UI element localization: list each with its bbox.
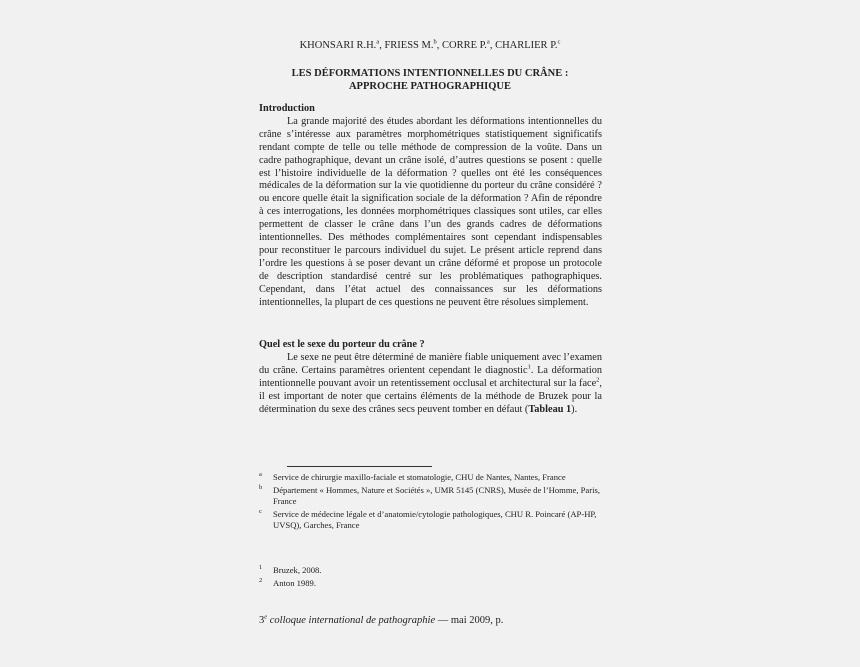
section-sex	[259, 339, 602, 416]
author-sup: c	[557, 38, 561, 46]
author-corre: , CORRE P.	[436, 40, 487, 51]
text: Le sexe ne peut être déterminé de manière fiable uniquement avec l’examen du crâne. Certains paramètres orientent cependant le diagnostic	[259, 351, 602, 376]
text: . La déformation intentionnelle pouvant avoir un retentissement occlusal et architectural sur la face	[259, 364, 603, 389]
note-text: Anton 1989.	[273, 578, 316, 588]
paper-title	[0, 67, 860, 93]
note-text: Service de médecine légale et d’anatomie/cytologie pathologiques, CHU R. Poincaré (AP-HP, UVSQ), Garches, France	[273, 509, 597, 530]
table-reference: Tableau 1	[528, 403, 572, 415]
paragraph	[259, 352, 602, 417]
section-introduction	[259, 103, 602, 310]
affiliation-note	[259, 485, 602, 507]
author-sup: b	[433, 38, 437, 46]
note-mark: c	[259, 508, 262, 515]
footnote-ref[interactable]: 2	[596, 376, 600, 384]
note-mark: b	[259, 484, 263, 491]
footer-sup: e	[264, 613, 268, 621]
note-text: Bruzek, 2008.	[273, 565, 322, 575]
author-line	[0, 40, 860, 51]
note-mark: 2	[259, 577, 263, 584]
text: , il est important de noter que certains éléments de la méthode de Bruzek pour la détermination du sexe des crânes secs peuvent tomber en défaut (	[259, 377, 602, 415]
footnote	[259, 578, 602, 589]
footer-italic: colloque international de pathographie	[267, 615, 436, 626]
affiliations	[259, 472, 602, 533]
text: ).	[571, 403, 578, 415]
footnote	[259, 565, 602, 576]
footer-number: 3	[259, 615, 265, 626]
footer-date: — mai 2009, p.	[435, 615, 504, 626]
note-mark: a	[259, 471, 262, 478]
affiliation-note	[259, 472, 602, 483]
page-footer	[259, 615, 503, 626]
affiliation-note	[259, 509, 602, 531]
section-heading: Quel est le sexe du porteur du crâne ?	[259, 339, 425, 350]
title-line-2: APPROCHE PATHOGRAPHIQUE	[348, 81, 512, 92]
title-line-1: LES DÉFORMATIONS INTENTIONNELLES DU CRÂNE :	[291, 68, 569, 79]
author-sup: a	[486, 38, 490, 46]
author-charlier: , CHARLIER P.	[489, 40, 558, 51]
footnotes	[259, 565, 602, 591]
note-text: Service de chirurgie maxillo-faciale et stomatologie, CHU de Nantes, Nantes, France	[273, 472, 566, 482]
section-heading: Introduction	[259, 103, 315, 114]
author-friess: , FRIESS M.	[379, 40, 434, 51]
footnote-ref[interactable]: 1	[527, 363, 531, 371]
paragraph: La grande majorité des études abordant les déformations intentionnelles du crâne s’intéresse aux paramètres morphométriques statistiquement significatifs rendant compte de telle ou telle méthode de compression de la voûte. Dans un cadre pathographique, devant un crâne isolé, d’autres questions se posent : quelle est l’histoire individuelle de la déformation ? quelles ont été les conséquences médicales de la déformation sur la vie quotidienne du porteur du crâne considéré ? ou encore quelle était la signification sociale de la déformation ? Afin de répondre à ces interrogations, les données morphométriques classiques sont utiles, car elles permettent de classer le crâne dans l’un des grands cadres de déformations intentionnelles. Des méthodes complémentaires sont cependant indispensables pour reconstituer le parcours individuel du sujet. Le présent article reprend dans l’ordre les questions à se poser devant un crâne déformé et propose un protocole de description standardisé centré sur les problématiques pathographiques. Cependant, dans l’état actuel des connaissances sur les déformations intentionnelles, la plupart de ces questions ne peuvent être résolues simplement.	[259, 115, 602, 308]
footnote-divider	[287, 466, 432, 467]
author-sup: a	[376, 38, 380, 46]
author-khonsari: KHONSARI R.H.	[299, 40, 377, 51]
note-text: Département « Hommes, Nature et Sociétés », UMR 5145 (CNRS), Musée de l’Homme, Paris, France	[273, 485, 600, 506]
note-mark: 1	[259, 564, 263, 571]
